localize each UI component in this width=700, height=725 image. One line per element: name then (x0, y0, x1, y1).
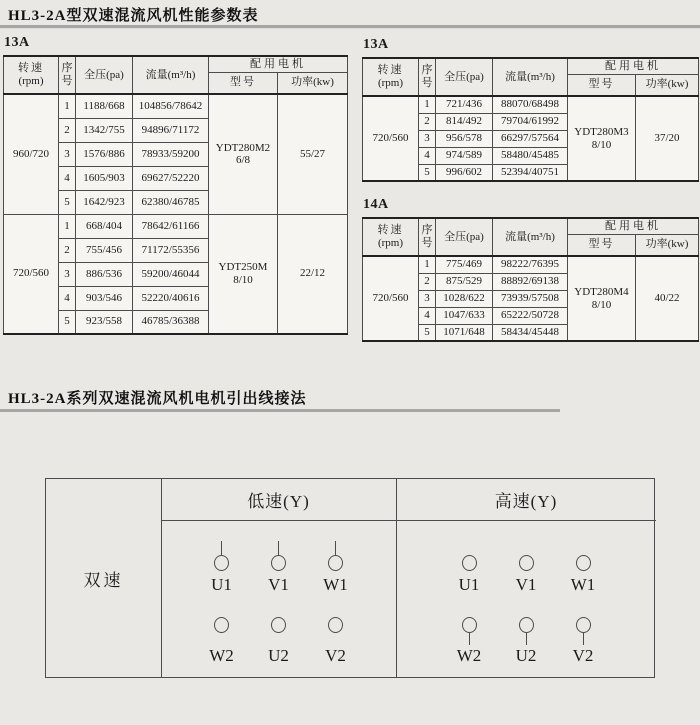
pressure-value: 775/469 (436, 256, 493, 273)
serial-value: 1 (419, 96, 436, 113)
motor-model-group1-line2: 6/8 (235, 154, 251, 167)
lead-wire (278, 541, 279, 555)
motor-model-group2 (209, 214, 278, 334)
high-speed-column (396, 479, 656, 677)
header-model: 型号 (209, 72, 278, 94)
flow-value: 58434/45448 (493, 324, 568, 341)
header-pressure: 全压(pa) (436, 58, 493, 96)
terminal-v1 (250, 541, 307, 595)
terminal-circle-icon (328, 617, 343, 633)
rpm-value-group1: 720/560 (363, 256, 419, 341)
pressure-value: 721/436 (436, 96, 493, 113)
serial-value: 3 (419, 130, 436, 147)
low-speed-column (161, 479, 397, 677)
motor-power-group1: 55/27 (278, 94, 348, 214)
serial-value: 4 (59, 166, 76, 190)
terminal-circle-icon (328, 555, 343, 571)
header-serial (59, 56, 76, 94)
header-rpm-line2: (rpm) (377, 237, 404, 249)
performance-table-13a-left (3, 55, 348, 335)
terminal-label: U2 (268, 646, 289, 665)
terminal-v2 (555, 617, 612, 666)
serial-value: 2 (59, 238, 76, 262)
header-flow: 流量(m³/h) (493, 58, 568, 96)
pressure-value: 755/456 (76, 238, 133, 262)
table-row (4, 94, 348, 118)
serial-value: 5 (419, 164, 436, 181)
terminal-w2 (441, 617, 498, 666)
motor-model-group2-line1: YDT250M (218, 261, 268, 274)
terminal-label: W2 (209, 646, 234, 665)
flow-value: 98222/76395 (493, 256, 568, 273)
terminal-label: V2 (325, 646, 346, 665)
serial-value: 5 (419, 324, 436, 341)
header-motor: 配用电机 (209, 56, 348, 72)
serial-value: 3 (419, 290, 436, 307)
terminal-label: W1 (323, 575, 348, 594)
terminal-row-bottom (161, 617, 396, 666)
terminal-u1 (193, 541, 250, 595)
terminal-circle-icon (519, 617, 534, 633)
pressure-value: 974/589 (436, 147, 493, 164)
lead-wire (221, 541, 222, 555)
header-rpm-line2: (rpm) (377, 77, 404, 89)
terminal-label: V1 (268, 575, 289, 594)
terminal-v1 (498, 541, 555, 595)
motor-model-group1-line1: YDT280M3 (574, 125, 629, 138)
header-serial-line1: 序 (421, 224, 433, 237)
pressure-value: 1188/668 (76, 94, 133, 118)
pressure-value: 668/404 (76, 214, 133, 238)
header-rpm-line1: 转速 (377, 64, 404, 77)
pressure-value: 886/536 (76, 262, 133, 286)
header-rpm-line1: 转速 (18, 62, 44, 75)
flow-value: 94896/71172 (133, 118, 209, 142)
header-rpm (363, 58, 419, 96)
flow-value: 88070/68498 (493, 96, 568, 113)
flow-value: 104856/78642 (133, 94, 209, 118)
performance-table-13a-right (362, 57, 699, 182)
terminal-label: W2 (456, 646, 482, 665)
flow-value: 73939/57508 (493, 290, 568, 307)
dual-speed-row-label: 双速 (46, 479, 162, 677)
lead-wire (335, 633, 336, 645)
pressure-value: 956/578 (436, 130, 493, 147)
header-serial (419, 218, 436, 256)
header-pressure: 全压(pa) (76, 56, 133, 94)
serial-value: 3 (59, 262, 76, 286)
motor-model-group1-line2: 8/10 (591, 298, 612, 311)
table-row (363, 96, 699, 113)
speed-column-title: 高速(Y) (396, 479, 656, 521)
terminal-circle-icon (214, 555, 229, 571)
header-serial-line2: 号 (421, 77, 433, 89)
motor-model-group2-line2: 8/10 (233, 273, 253, 286)
motor-power-group2: 22/12 (278, 214, 348, 334)
serial-value: 2 (419, 273, 436, 290)
title-rule (0, 25, 700, 29)
pressure-value: 903/546 (76, 286, 133, 310)
flow-value: 78933/59200 (133, 142, 209, 166)
lead-wire (469, 633, 470, 645)
serial-value: 1 (419, 256, 436, 273)
flow-value: 71172/55356 (133, 238, 209, 262)
terminal-row-top (396, 541, 656, 595)
header-serial-line1: 序 (61, 62, 73, 75)
header-power: 功率(kw) (278, 72, 348, 94)
lead-wire (526, 541, 527, 555)
flow-value: 66297/57564 (493, 130, 568, 147)
header-serial (419, 58, 436, 96)
rpm-value-group2: 720/560 (4, 214, 59, 334)
pressure-value: 1576/886 (76, 142, 133, 166)
motor-model-group1 (209, 94, 278, 214)
serial-value: 4 (419, 307, 436, 324)
terminal-label: U1 (458, 575, 480, 594)
serial-value: 4 (59, 286, 76, 310)
flow-value: 79704/61992 (493, 113, 568, 130)
header-rpm-line1: 转速 (377, 224, 404, 237)
lead-wire (526, 633, 527, 645)
flow-value: 65222/50728 (493, 307, 568, 324)
flow-value: 52394/40751 (493, 164, 568, 181)
serial-value: 5 (59, 190, 76, 214)
pressure-value: 1028/622 (436, 290, 493, 307)
motor-power-group1: 40/22 (636, 256, 699, 341)
pressure-value: 923/558 (76, 310, 133, 334)
pressure-value: 814/492 (436, 113, 493, 130)
flow-value: 88892/69138 (493, 273, 568, 290)
terminal-circle-icon (576, 555, 591, 571)
perf-table-left13a (3, 55, 348, 335)
page-title-wiring: HL3-2A系列双速混流风机电机引出线接法 (8, 391, 307, 407)
header-model: 型号 (568, 74, 636, 96)
header-motor: 配用电机 (568, 58, 699, 74)
motor-model-group1-line1: YDT280M2 (215, 141, 271, 154)
header-power: 功率(kw) (636, 234, 699, 256)
page-title-performance: HL3-2A型双速混流风机性能参数表 (8, 8, 259, 24)
serial-value: 4 (419, 147, 436, 164)
header-serial-line1: 序 (421, 64, 433, 77)
header-power: 功率(kw) (636, 74, 699, 96)
lead-wire (335, 541, 336, 555)
flow-value: 52220/40616 (133, 286, 209, 310)
terminal-label: U1 (211, 575, 232, 594)
serial-value: 2 (419, 113, 436, 130)
header-serial-line2: 号 (421, 237, 433, 249)
flow-value: 59200/46044 (133, 262, 209, 286)
pressure-value: 875/529 (436, 273, 493, 290)
table-row (4, 214, 348, 238)
title-rule-2 (0, 409, 560, 412)
table-size-label-13a-right: 13A (363, 37, 389, 52)
flow-value: 69627/52220 (133, 166, 209, 190)
terminal-u2 (250, 617, 307, 666)
terminal-label: U2 (515, 646, 537, 665)
motor-power-group1: 37/20 (636, 96, 699, 181)
flow-value: 46785/36388 (133, 310, 209, 334)
table-size-label-14a: 14A (363, 197, 389, 212)
flow-value: 58480/45485 (493, 147, 568, 164)
terminal-label: V1 (515, 575, 537, 594)
terminal-row-top (161, 541, 396, 595)
header-flow: 流量(m³/h) (493, 218, 568, 256)
header-rpm-line2: (rpm) (18, 75, 44, 87)
terminal-w2 (193, 617, 250, 666)
terminal-circle-icon (271, 555, 286, 571)
rpm-value-group1: 960/720 (4, 94, 59, 214)
terminal-label: W1 (570, 575, 596, 594)
motor-model-group1-line2: 8/10 (591, 138, 612, 151)
serial-value: 3 (59, 142, 76, 166)
flow-value: 78642/61166 (133, 214, 209, 238)
terminal-circle-icon (214, 617, 229, 633)
terminal-circle-icon (519, 555, 534, 571)
wiring-diagram (45, 478, 655, 678)
lead-wire (583, 633, 584, 645)
terminal-u2 (498, 617, 555, 666)
terminal-label: V2 (572, 646, 594, 665)
terminal-circle-icon (462, 555, 477, 571)
pressure-value: 1071/648 (436, 324, 493, 341)
header-rpm (363, 218, 419, 256)
speed-column-title: 低速(Y) (161, 479, 396, 521)
motor-model-group1 (568, 96, 636, 181)
terminal-circle-icon (271, 617, 286, 633)
motor-model-group1 (568, 256, 636, 341)
header-pressure: 全压(pa) (436, 218, 493, 256)
flow-value: 62380/46785 (133, 190, 209, 214)
rpm-value-group1: 720/560 (363, 96, 419, 181)
pressure-value: 1605/903 (76, 166, 133, 190)
pressure-value: 996/602 (436, 164, 493, 181)
serial-value: 1 (59, 94, 76, 118)
terminal-w1 (307, 541, 364, 595)
table-row (363, 256, 699, 273)
lead-wire (469, 541, 470, 555)
header-serial-line2: 号 (61, 75, 73, 87)
motor-model-group1-line1: YDT280M4 (574, 285, 629, 298)
terminal-v2 (307, 617, 364, 666)
terminal-u1 (441, 541, 498, 595)
serial-value: 1 (59, 214, 76, 238)
header-flow: 流量(m³/h) (133, 56, 209, 94)
performance-table-14a (362, 217, 699, 342)
perf-table-right13a (362, 57, 699, 182)
terminal-circle-icon (462, 617, 477, 633)
header-motor: 配用电机 (568, 218, 699, 234)
serial-value: 5 (59, 310, 76, 334)
lead-wire (583, 541, 584, 555)
lead-wire (221, 633, 222, 645)
pressure-value: 1342/755 (76, 118, 133, 142)
lead-wire (278, 633, 279, 645)
header-rpm (4, 56, 59, 94)
serial-value: 2 (59, 118, 76, 142)
terminal-row-bottom (396, 617, 656, 666)
header-model: 型号 (568, 234, 636, 256)
perf-table-right14a (362, 217, 699, 342)
pressure-value: 1047/633 (436, 307, 493, 324)
terminal-w1 (555, 541, 612, 595)
table-size-label-13a-left: 13A (4, 35, 30, 50)
terminal-circle-icon (576, 617, 591, 633)
pressure-value: 1642/923 (76, 190, 133, 214)
